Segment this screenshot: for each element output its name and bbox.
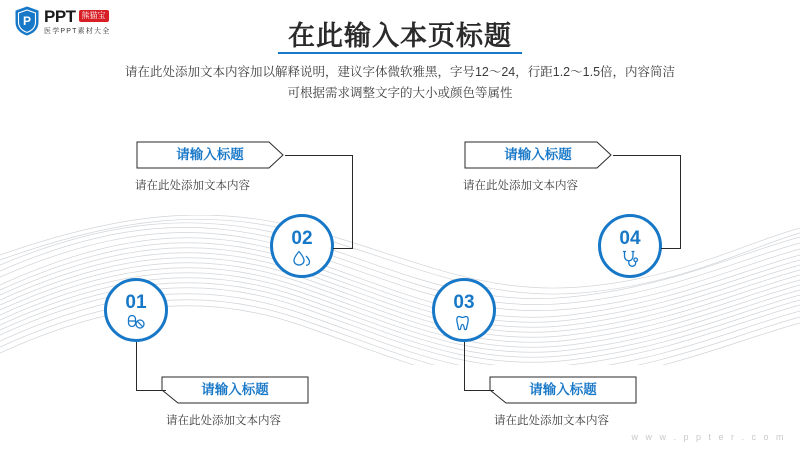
item-circle-01[interactable] (104, 278, 168, 342)
item-circle-02[interactable] (270, 214, 334, 278)
page-title: 在此输入本页标题 (288, 21, 512, 51)
item-number-02: 02 (291, 227, 313, 249)
item-label-03: 请输入标题 (529, 382, 597, 397)
item-desc-02: 请在此处添加文本内容 (135, 180, 250, 192)
subtitle-line-2: 可根据需求调整文字的大小或颜色等属性 (287, 86, 513, 100)
title-underline (278, 52, 522, 54)
connector-vertical-02 (352, 155, 353, 248)
item-label-box-01 (160, 375, 310, 405)
item-label-box-04 (463, 140, 613, 170)
item-label-04: 请输入标题 (504, 147, 572, 162)
logo-brand: PPT (44, 6, 76, 26)
logo-badge: 熊猫宝 (79, 10, 109, 22)
subtitle-line-1: 请在此处添加文本内容加以解释说明，建议字体微软雅黑，字号12～24，行距1.2～1.5倍，内容简洁 (124, 65, 676, 79)
stethoscope-icon (621, 250, 639, 268)
item-circle-04[interactable] (598, 214, 662, 278)
connector-horizontal-04b (613, 155, 681, 156)
item-desc-04: 请在此处添加文本内容 (463, 180, 578, 192)
connector-horizontal-04 (661, 248, 681, 249)
connector-horizontal-02 (333, 248, 353, 249)
item-label-box-02 (135, 140, 285, 170)
item-desc-03: 请在此处添加文本内容 (494, 415, 609, 427)
connector-vertical-01 (136, 342, 137, 390)
connector-horizontal-02b (285, 155, 353, 156)
item-label-01: 请输入标题 (201, 382, 269, 397)
capsule-pill-icon (126, 314, 146, 332)
connector-vertical-04 (680, 155, 681, 248)
tooth-icon (455, 314, 473, 332)
blood-drop-icon (292, 250, 312, 268)
footer-watermark: w w w . p p t e r . c o m (631, 432, 786, 442)
connector-vertical-03 (464, 342, 465, 390)
item-label-box-03 (488, 375, 638, 405)
item-circle-03[interactable] (432, 278, 496, 342)
page-subtitle (0, 62, 800, 104)
item-number-04: 04 (619, 227, 641, 249)
item-label-02: 请输入标题 (176, 147, 244, 162)
svg-text:P: P (22, 14, 32, 28)
item-number-03: 03 (453, 291, 475, 313)
item-number-01: 01 (125, 291, 147, 313)
logo-subtitle: 医学PPT素材大全 (44, 27, 111, 35)
item-desc-01: 请在此处添加文本内容 (166, 415, 281, 427)
